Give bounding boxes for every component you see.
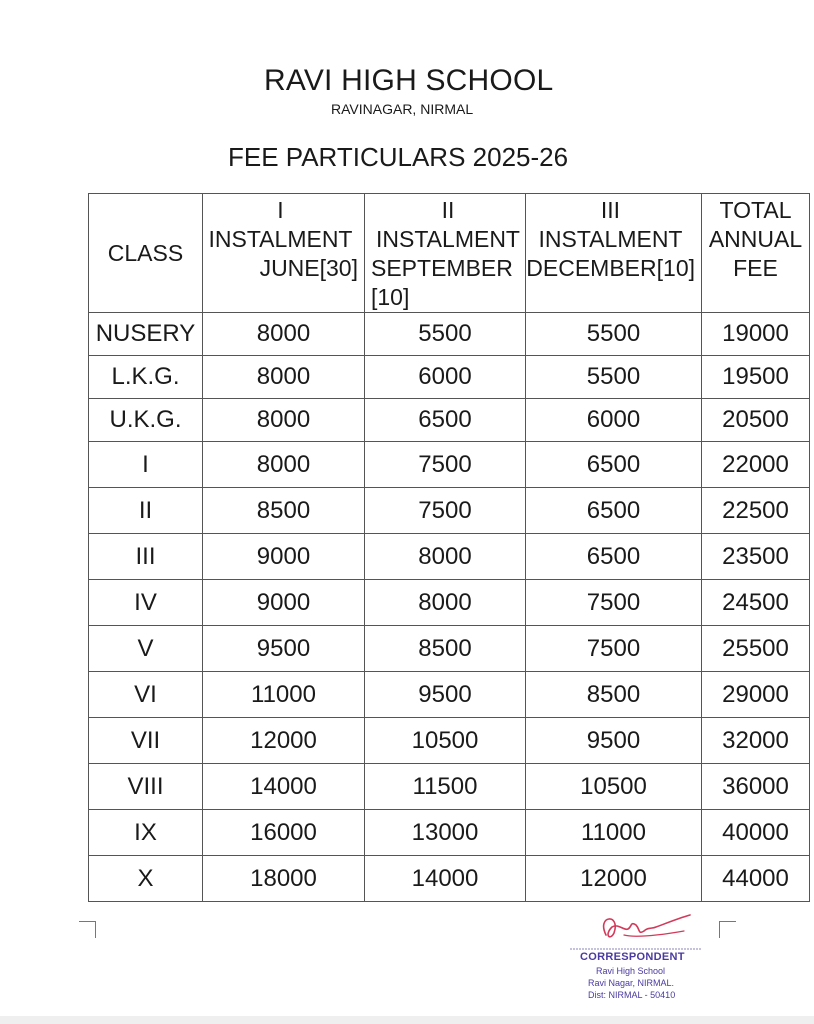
cell-instalment-2: 6500 [365,399,526,442]
cell-instalment-1: 12000 [203,718,365,764]
cell-instalment-3: 11000 [526,810,702,856]
header-inst2-line-2: INSTALMENT [376,226,520,252]
cell-instalment-3: 8500 [526,672,702,718]
cell-instalment-2: 8000 [365,534,526,580]
cell-instalment-2: 14000 [365,856,526,902]
school-address: RAVINAGAR, NIRMAL [331,101,474,117]
fee-table [88,193,810,902]
school-name: RAVI HIGH SCHOOL [264,64,554,97]
stamp-title: CORRESPONDENT [580,951,685,963]
cell-instalment-3: 6500 [526,442,702,488]
cell-instalment-3: 9500 [526,718,702,764]
cell-instalment-1: 9000 [203,580,365,626]
header-total-line-3: FEE [733,255,778,281]
cell-instalment-3: 5500 [526,313,702,356]
bottom-bar [0,1016,814,1024]
stamp-line-3: Dist: NIRMAL - 50410 [588,990,676,1000]
cell-instalment-2: 9500 [365,672,526,718]
table-row [89,356,810,399]
cell-instalment-3: 6000 [526,399,702,442]
header-row [89,194,810,313]
header-inst3-line-3: DECEMBER[10] [526,255,695,281]
header-inst1-line-2: INSTALMENT [208,226,353,252]
cell-instalment-3: 5500 [526,356,702,399]
stamp-line-1: Ravi High School [596,966,666,976]
table-row [89,810,810,856]
cell-instalment-1: 14000 [203,764,365,810]
cell-total: 40000 [702,810,810,856]
cell-instalment-3: 6500 [526,488,702,534]
cell-total: 19500 [702,356,810,399]
cell-class: III [89,534,203,580]
cell-class: NUSERY [89,313,203,356]
header-inst2-line-3: SEPTEMBER [371,255,513,281]
cell-class: IV [89,580,203,626]
table-row [89,580,810,626]
header-total-line-1: TOTAL [719,197,792,223]
table-row [89,313,810,356]
cell-instalment-1: 18000 [203,856,365,902]
header-class: CLASS [89,194,203,313]
cell-class: II [89,488,203,534]
cell-class: VI [89,672,203,718]
document-title: FEE PARTICULARS 2025-26 [228,142,569,172]
signature-icon [566,905,706,955]
cell-total: 19000 [702,313,810,356]
cell-total: 29000 [702,672,810,718]
cell-total: 32000 [702,718,810,764]
cell-instalment-2: 7500 [365,442,526,488]
cell-instalment-2: 10500 [365,718,526,764]
crop-corner-left-icon [79,921,96,938]
table-row [89,672,810,718]
cell-total: 44000 [702,856,810,902]
table-row [89,626,810,672]
header-total-line-2: ANNUAL [708,226,803,252]
cell-total: 36000 [702,764,810,810]
header-inst3-line-1: III [600,197,621,223]
header-instalment-3 [526,194,702,313]
cell-total: 22000 [702,442,810,488]
header-inst1-line-3: JUNE[30] [259,255,358,281]
cell-instalment-3: 6500 [526,534,702,580]
cell-total: 22500 [702,488,810,534]
cell-class: V [89,626,203,672]
cell-class: U.K.G. [89,399,203,442]
cell-class: VIII [89,764,203,810]
cell-instalment-3: 10500 [526,764,702,810]
header-inst2-line-4: [10] [371,284,410,310]
cell-instalment-2: 8000 [365,580,526,626]
cell-instalment-1: 8000 [203,313,365,356]
correspondent-stamp [566,905,706,1010]
header-inst3-line-2: INSTALMENT [538,226,683,252]
crop-corner-right-icon [719,921,736,938]
fee-table-body [89,313,810,902]
cell-instalment-2: 8500 [365,626,526,672]
cell-class: IX [89,810,203,856]
cell-instalment-1: 9500 [203,626,365,672]
table-row [89,718,810,764]
stamp-line-2: Ravi Nagar, NIRMAL. [588,978,675,988]
cell-instalment-3: 12000 [526,856,702,902]
cell-instalment-1: 9000 [203,534,365,580]
header-inst1-line-1: I [277,197,284,223]
cell-instalment-3: 7500 [526,580,702,626]
cell-instalment-3: 7500 [526,626,702,672]
cell-instalment-2: 5500 [365,313,526,356]
cell-instalment-2: 11500 [365,764,526,810]
table-row [89,399,810,442]
header-instalment-1 [203,194,365,313]
cell-instalment-1: 8500 [203,488,365,534]
cell-total: 20500 [702,399,810,442]
cell-instalment-2: 13000 [365,810,526,856]
table-row [89,534,810,580]
table-row [89,488,810,534]
cell-total: 23500 [702,534,810,580]
cell-class: I [89,442,203,488]
cell-instalment-1: 16000 [203,810,365,856]
cell-total: 24500 [702,580,810,626]
table-row [89,856,810,902]
cell-class: X [89,856,203,902]
cell-instalment-1: 8000 [203,442,365,488]
table-row [89,442,810,488]
cell-instalment-1: 8000 [203,356,365,399]
cell-class: L.K.G. [89,356,203,399]
header-instalment-2 [365,194,526,313]
table-row [89,764,810,810]
cell-instalment-1: 8000 [203,399,365,442]
cell-instalment-1: 11000 [203,672,365,718]
header-total-annual-fee [702,194,810,313]
cell-instalment-2: 6000 [365,356,526,399]
cell-class: VII [89,718,203,764]
header-inst2-line-1: II [441,197,455,223]
cell-total: 25500 [702,626,810,672]
cell-instalment-2: 7500 [365,488,526,534]
